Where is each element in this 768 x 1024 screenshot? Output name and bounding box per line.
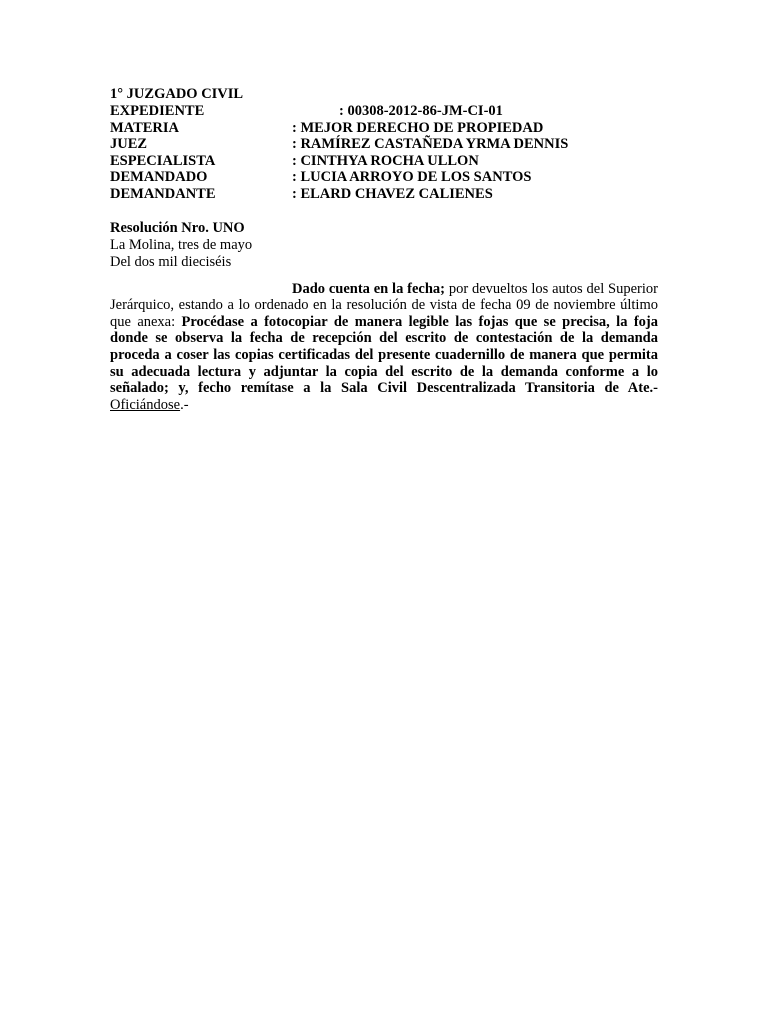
- header-label: ESPECIALISTA: [110, 152, 216, 169]
- body-closing-underlined: Oficiándose: [110, 396, 181, 413]
- header-value: : ELARD CHAVEZ CALIENES: [292, 185, 493, 202]
- header-label: EXPEDIENTE: [110, 103, 205, 119]
- header-row-expediente: [110, 103, 658, 120]
- header-row-juez: [110, 136, 658, 153]
- header-row-especialista: [110, 153, 658, 170]
- resolution-place-date: La Molina, tres de mayo: [110, 236, 253, 253]
- body-plain: por devueltos los autos del Superior Jerárquico, estando a lo ordenado en la resolución de vista de fecha 09 de noviembre último que anexa:: [110, 280, 658, 330]
- header-label: DEMANDADO: [110, 169, 208, 186]
- header-label: MATERIA: [110, 119, 180, 136]
- court-name: 1° JUZGADO CIVIL: [110, 86, 244, 102]
- document-page: [110, 86, 658, 413]
- header-value: : CINTHYA ROCHA ULLON: [292, 152, 479, 169]
- header-row-materia: [110, 120, 658, 137]
- header-value: : MEJOR DERECHO DE PROPIEDAD: [292, 119, 544, 136]
- header-value: : LUCIA ARROYO DE LOS SANTOS: [292, 169, 532, 186]
- resolution-body: [110, 281, 658, 414]
- header-value: : 00308-2012-86-JM-CI-01: [339, 103, 503, 119]
- header-row-demandado: [110, 169, 658, 186]
- resolution-block: [110, 220, 658, 271]
- header-row-demandante: [110, 186, 658, 203]
- body-order: Procédase a fotocopiar de manera legible las fojas que se precisa, la foja donde se observa la fecha de recepción del escrito de contestación de la demanda proceda a coser las copias certificadas del presente cuadernillo de manera que permita su adecuada lectura y adjuntar la copia del escrito de la demanda conforme a lo señalado; y, fecho remítase a la Sala Civil Descentralizada Transitoria de Ate.-: [110, 313, 658, 397]
- body-lead: Dado cuenta en la fecha;: [292, 280, 445, 297]
- resolution-year: Del dos mil dieciséis: [110, 253, 232, 270]
- header-value: : RAMÍREZ CASTAÑEDA YRMA DENNIS: [292, 136, 569, 153]
- header-label: JUEZ: [110, 136, 148, 153]
- body-closing-tail: .-: [180, 396, 189, 413]
- resolution-title: Resolución Nro. UNO: [110, 219, 245, 236]
- header-label: DEMANDANTE: [110, 185, 216, 202]
